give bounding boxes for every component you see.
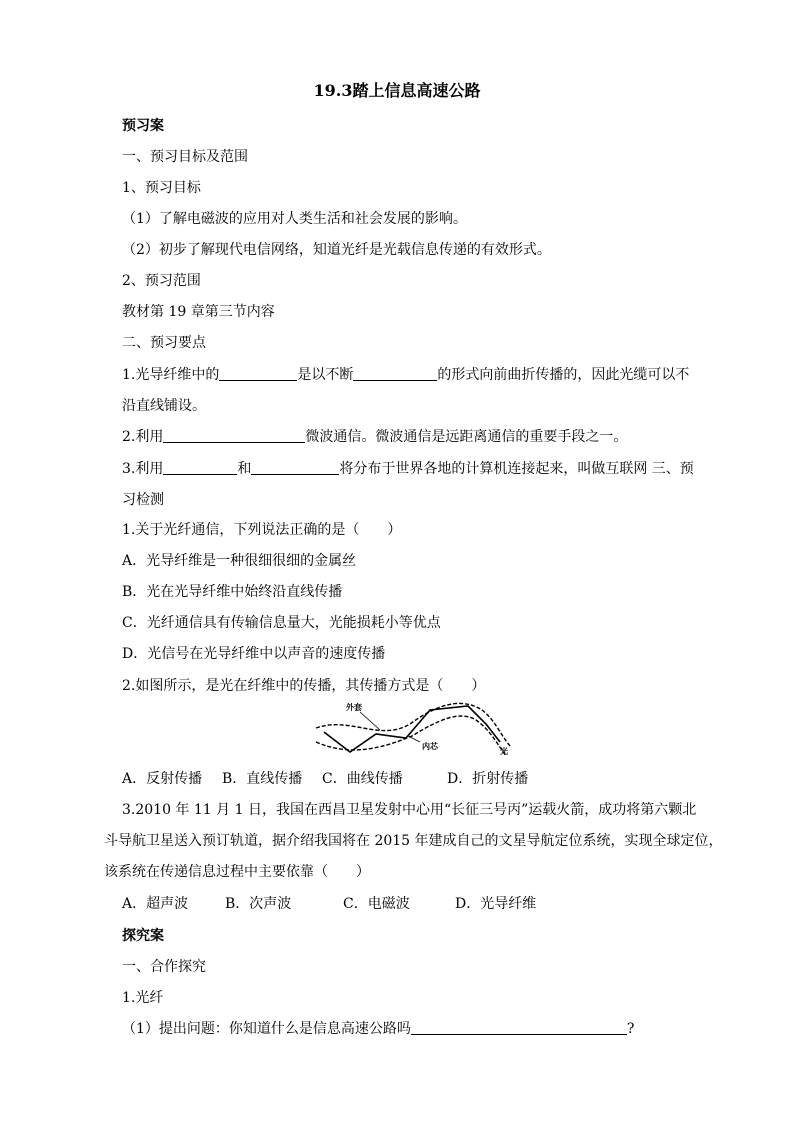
fiber-light-propagation-figure — [310, 698, 520, 760]
page-title: 19.3踏上信息高速公路 — [313, 81, 481, 100]
preview-section-2-title: 二、预习要点 — [122, 335, 206, 351]
explore-heading: 探究案 — [122, 928, 164, 944]
question-1-stem: 1.关于光纤通信，下列说法正确的是（ ） — [122, 522, 402, 538]
point-2-blank[interactable] — [163, 428, 305, 443]
question-1-option-c[interactable]: C．光纤通信具有传输信息量大，光能损耗小等优点 — [122, 615, 441, 631]
question-2-option-a[interactable]: A．反射传播 — [122, 771, 203, 787]
question-3-option-d[interactable]: D．光导纤维 — [455, 896, 537, 912]
question-1-option-d[interactable]: D．光信号在光导纤维中以声音的速度传播 — [122, 646, 386, 662]
light-label: 光 — [500, 746, 508, 756]
preview-goal-label: 1、预习目标 — [122, 180, 201, 196]
question-1-option-a[interactable]: A．光导纤维是一种很细很细的金属丝 — [122, 553, 357, 569]
point-3-text-a: 3.利用 — [122, 461, 164, 477]
explore-item-1: 1.光纤 — [122, 990, 164, 1006]
inner-label-leader — [408, 736, 420, 742]
explore-section-1-title: 一、合作探究 — [122, 959, 206, 975]
question-3-line-3: 该系统在传递信息过程中主要依靠（ ） — [104, 864, 370, 880]
outer-label-leader — [360, 712, 380, 730]
point-3-continued: 习检测 — [122, 492, 164, 508]
explore-question-line — [122, 1020, 634, 1038]
inner-core-label: 内芯 — [422, 741, 438, 751]
fiber-lower-boundary — [316, 716, 506, 756]
point-1-blank-2[interactable] — [353, 366, 437, 381]
point-3-blank-2[interactable] — [251, 460, 339, 475]
point-2-line — [122, 428, 627, 446]
preview-range-text: 教材第 19 章第三节内容 — [122, 304, 275, 320]
question-1-option-b[interactable]: B．光在光导纤维中始终沿直线传播 — [122, 584, 343, 600]
point-3-line — [122, 460, 694, 478]
preview-goal-1: （1）了解电磁波的应用对人类生活和社会发展的影响。 — [122, 211, 467, 227]
question-2-options — [122, 770, 528, 788]
preview-goal-2: （2）初步了解现代电信网络，知道光纤是光载信息传递的有效形式。 — [122, 242, 551, 258]
question-3-line-2: 斗导航卫星送入预订轨道，据介绍我国将在 2015 年建成自己的文星导航定位系统，实现全球定位， — [104, 833, 723, 849]
outer-sheath-label: 外套 — [346, 702, 362, 712]
question-2-option-b[interactable]: B．直线传播 — [222, 771, 303, 787]
point-1-text-a: 1.光导纤维中的 — [122, 367, 220, 383]
question-3-option-a[interactable]: A．超声波 — [122, 896, 189, 912]
preview-heading: 预习案 — [122, 118, 164, 134]
question-2-option-d[interactable]: D．折射传播 — [447, 771, 529, 787]
point-3-text-b: 和 — [237, 461, 252, 477]
explore-question-text: （1）提出问题：你知道什么是信息高速公路吗 — [122, 1021, 411, 1037]
question-2-option-c[interactable]: C．曲线传播 — [322, 771, 403, 787]
point-1-blank-1[interactable] — [219, 366, 297, 381]
point-2-text-b: 微波通信。微波通信是远距离通信的重要手段之一。 — [305, 429, 628, 445]
question-3-option-c[interactable]: C．电磁波 — [343, 896, 410, 912]
point-3-text-c: 将分布于世界各地的计算机连接起来，叫做互联网 三、预 — [339, 461, 694, 477]
point-1-text-b: 是以不断 — [297, 367, 354, 383]
preview-section-1-title: 一、预习目标及范围 — [122, 149, 248, 165]
question-3-options — [122, 895, 536, 913]
point-1-continued: 沿直线铺设。 — [122, 398, 206, 414]
explore-question-mark: ? — [626, 1021, 635, 1037]
light-ray-path — [324, 706, 500, 752]
question-3-line-1: 3.2010 年 11 月 1 日，我国在西昌卫星发射中心用“长征三号丙”运载火箭，成功将第六颗北 — [122, 802, 697, 818]
preview-range-label: 2、预习范围 — [122, 273, 201, 289]
point-2-text-a: 2.利用 — [122, 429, 164, 445]
question-2-stem: 2.如图所示，是光在纤维中的传播，其传播方式是（ ） — [122, 678, 486, 694]
point-3-blank-1[interactable] — [163, 460, 237, 475]
point-1-line — [122, 366, 689, 384]
explore-question-blank[interactable] — [411, 1020, 627, 1035]
point-1-text-c: 的形式向前曲折传播的，因此光缆可以不 — [437, 367, 690, 383]
question-3-option-b[interactable]: B．次声波 — [225, 896, 292, 912]
